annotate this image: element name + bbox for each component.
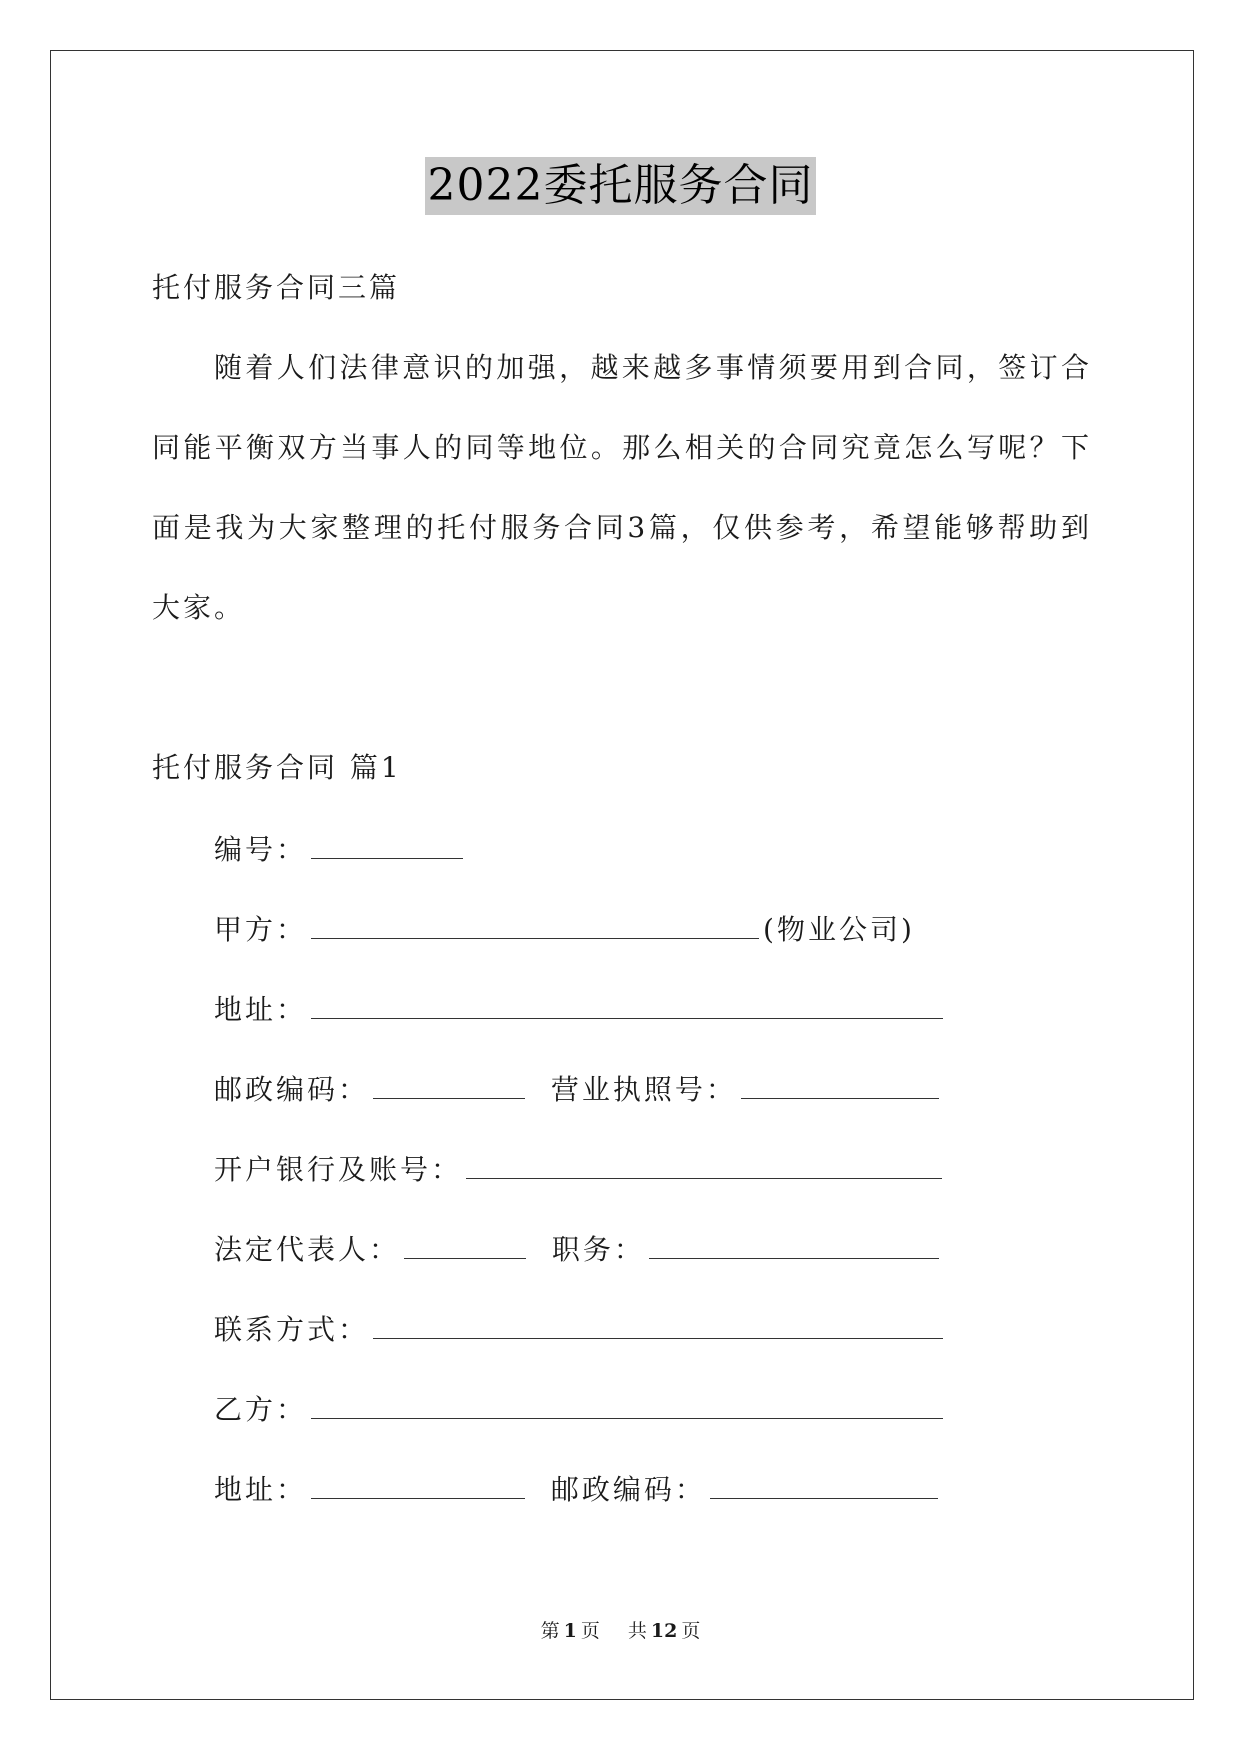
- total-prefix: 共: [627, 1620, 647, 1642]
- bank-blank[interactable]: [466, 1148, 942, 1179]
- address-b-row: [214, 1468, 942, 1510]
- page-indicator: [539, 1620, 602, 1642]
- party-a-label: 甲方：: [214, 913, 308, 946]
- page-number: 1: [563, 1620, 577, 1642]
- party-b-row: [214, 1388, 947, 1430]
- title-container: [0, 157, 1241, 215]
- number-row: [214, 828, 467, 870]
- total-pages: 12: [650, 1620, 678, 1642]
- document-title: 2022委托服务合同: [425, 157, 817, 215]
- page-footer: [0, 1618, 1241, 1644]
- postcode-b-label: 邮政编码：: [550, 1473, 706, 1506]
- page-suffix: 页: [580, 1620, 600, 1642]
- page-prefix: 第: [540, 1620, 560, 1642]
- total-suffix: 页: [681, 1620, 701, 1642]
- section-heading: 托付服务合同 篇1: [152, 751, 402, 784]
- postcode-license-row: [214, 1068, 943, 1110]
- postcode-b-blank[interactable]: [710, 1468, 938, 1499]
- intro-line-2: 同能平衡双方当事人的同等地位。那么相关的合同究竟怎么写呢？下: [152, 431, 1092, 464]
- document-subtitle: 托付服务合同三篇: [152, 271, 401, 304]
- address-b-label: 地址：: [214, 1473, 308, 1506]
- total-indicator: [626, 1620, 702, 1642]
- contact-label: 联系方式：: [214, 1313, 370, 1346]
- address-label: 地址：: [214, 993, 308, 1026]
- intro-line-4: 大家。: [152, 591, 246, 624]
- party-a-suffix: (物业公司): [763, 913, 915, 946]
- party-b-blank[interactable]: [311, 1388, 943, 1419]
- legal-rep-label: 法定代表人：: [214, 1233, 401, 1266]
- bank-row: [214, 1148, 946, 1190]
- bank-label: 开户银行及账号：: [214, 1153, 463, 1186]
- intro-line-1: 随着人们法律意识的加强，越来越多事情须要用到合同，签订合: [214, 351, 1092, 384]
- address-row: [214, 988, 947, 1030]
- number-blank[interactable]: [311, 828, 463, 859]
- position-label: 职务：: [551, 1233, 645, 1266]
- postcode-label: 邮政编码：: [214, 1073, 370, 1106]
- party-a-blank[interactable]: [311, 908, 759, 939]
- intro-line-3: 面是我为大家整理的托付服务合同3篇，仅供参考，希望能够帮助到: [152, 511, 1092, 544]
- address-b-blank[interactable]: [311, 1468, 525, 1499]
- contact-blank[interactable]: [373, 1308, 943, 1339]
- legal-rep-row: [214, 1228, 943, 1270]
- license-blank[interactable]: [741, 1068, 939, 1099]
- party-a-row: [214, 908, 915, 950]
- party-b-label: 乙方：: [214, 1393, 308, 1426]
- number-label: 编号：: [214, 833, 308, 866]
- contact-row: [214, 1308, 947, 1350]
- position-blank[interactable]: [649, 1228, 939, 1259]
- legal-rep-blank[interactable]: [404, 1228, 526, 1259]
- license-label: 营业执照号：: [550, 1073, 737, 1106]
- postcode-blank[interactable]: [373, 1068, 525, 1099]
- address-blank[interactable]: [311, 988, 943, 1019]
